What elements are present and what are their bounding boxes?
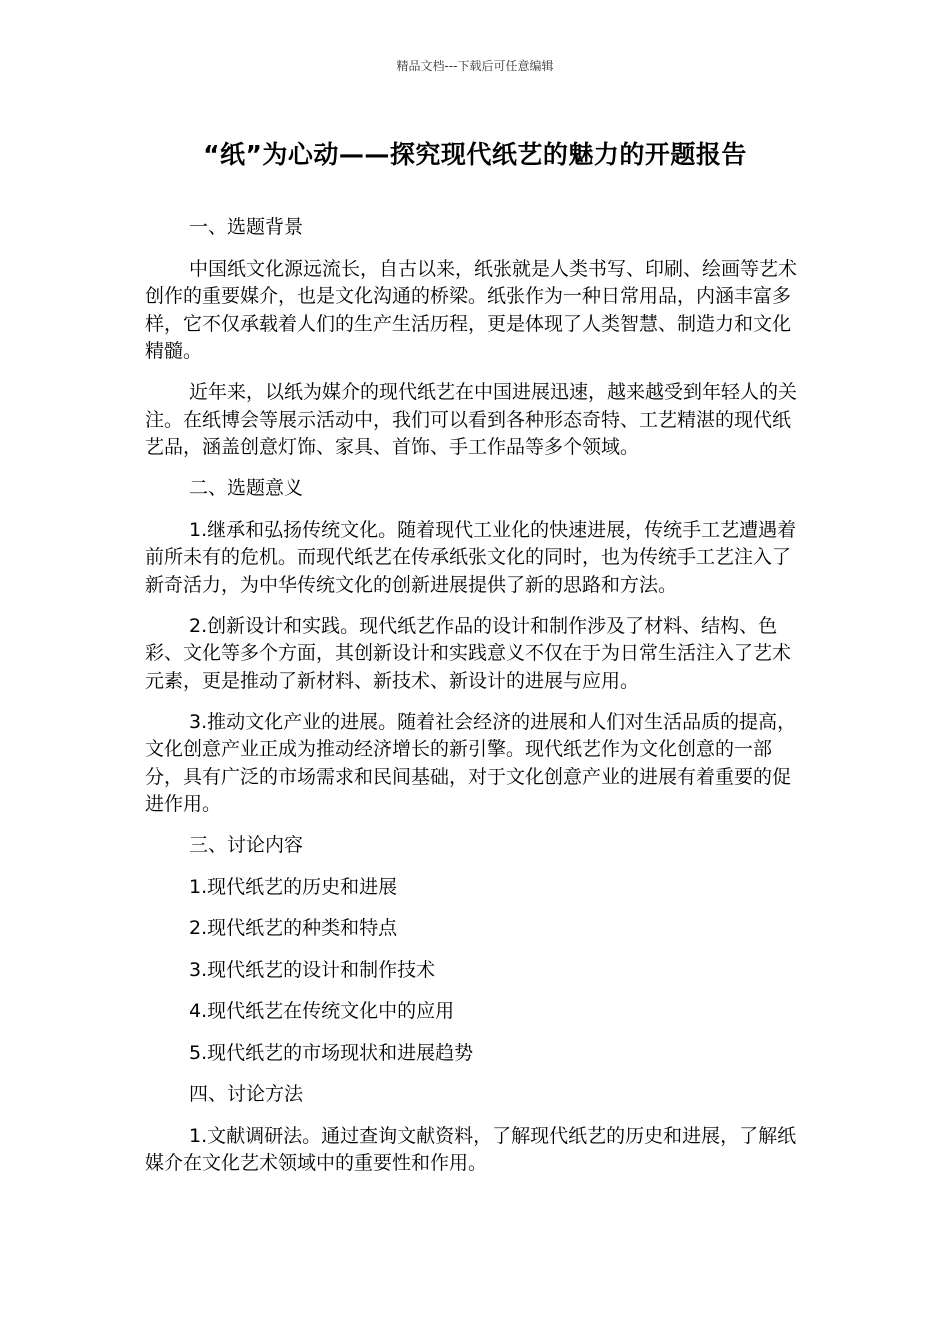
paragraph-significance-2: 2.创新设计和实践。现代纸艺作品的设计和制作涉及了材料、结构、色彩、文化等多个方面，其创新设计和实践意义不仅在于为日常生活注入了艺术元素，更是推动了新材料、新技术、新设计的进展与应用。 — [145, 614, 792, 692]
section-heading-content: 三、讨论内容 — [189, 834, 304, 856]
paragraph-significance-3: 3.推动文化产业的进展。随着社会经济的进展和人们对生活品质的提高，文化创意产业正成为推动经济增长的新引擎。现代纸艺作为文化创意的一部分，具有广泛的市场需求和民间基础，对于文化创意产业的进展有着重要的促进作用。 — [145, 710, 797, 815]
list-item: 5.现代纸艺的市场现状和进展趋势 — [189, 1041, 474, 1064]
document-title: “纸”为心动——探究现代纸艺的魅力的开题报告 — [203, 140, 747, 169]
paragraph-background-2: 近年来，以纸为媒介的现代纸艺在中国进展迅速，越来越受到年轻人的关注。在纸博会等展示活动中，我们可以看到各种形态奇特、工艺精湛的现代纸艺品，涵盖创意灯饰、家具、首饰、手工作品等多个领域。 — [145, 381, 798, 458]
section-heading-methods: 四、讨论方法 — [189, 1083, 304, 1105]
paragraph-background-1: 中国纸文化源远流长，自古以来，纸张就是人类书写、印刷、绘画等艺术创作的重要媒介，也是文化沟通的桥梁。纸张作为一种日常用品，内涵丰富多样，它不仅承载着人们的生产生活历程，更是体现了人类智慧、制造力和文化精髓。 — [145, 257, 798, 362]
section-heading-background: 一、选题背景 — [189, 216, 304, 238]
document-body — [145, 214, 805, 1191]
list-item: 4.现代纸艺在传统文化中的应用 — [189, 1000, 455, 1022]
header-note: 精品文档---下载后可任意编辑 — [396, 59, 554, 73]
section-heading-significance: 二、选题意义 — [189, 477, 304, 499]
paragraph-significance-1: 1.继承和弘扬传统文化。随着现代工业化的快速进展，传统手工艺遭遇着前所未有的危机。而现代纸艺在传承纸张文化的同时，也为传统手工艺注入了新奇活力，为中华传统文化的创新进展提供了新的思路和方法。 — [145, 518, 797, 596]
list-item: 3.现代纸艺的设计和制作技术 — [189, 958, 436, 981]
paragraph-methods-1: 1.文献调研法。通过查询文献资料，了解现代纸艺的历史和进展，了解纸媒介在文化艺术领域中的重要性和作用。 — [145, 1124, 797, 1174]
list-item: 1.现代纸艺的历史和进展 — [189, 875, 398, 898]
list-item: 2.现代纸艺的种类和特点 — [189, 917, 398, 939]
